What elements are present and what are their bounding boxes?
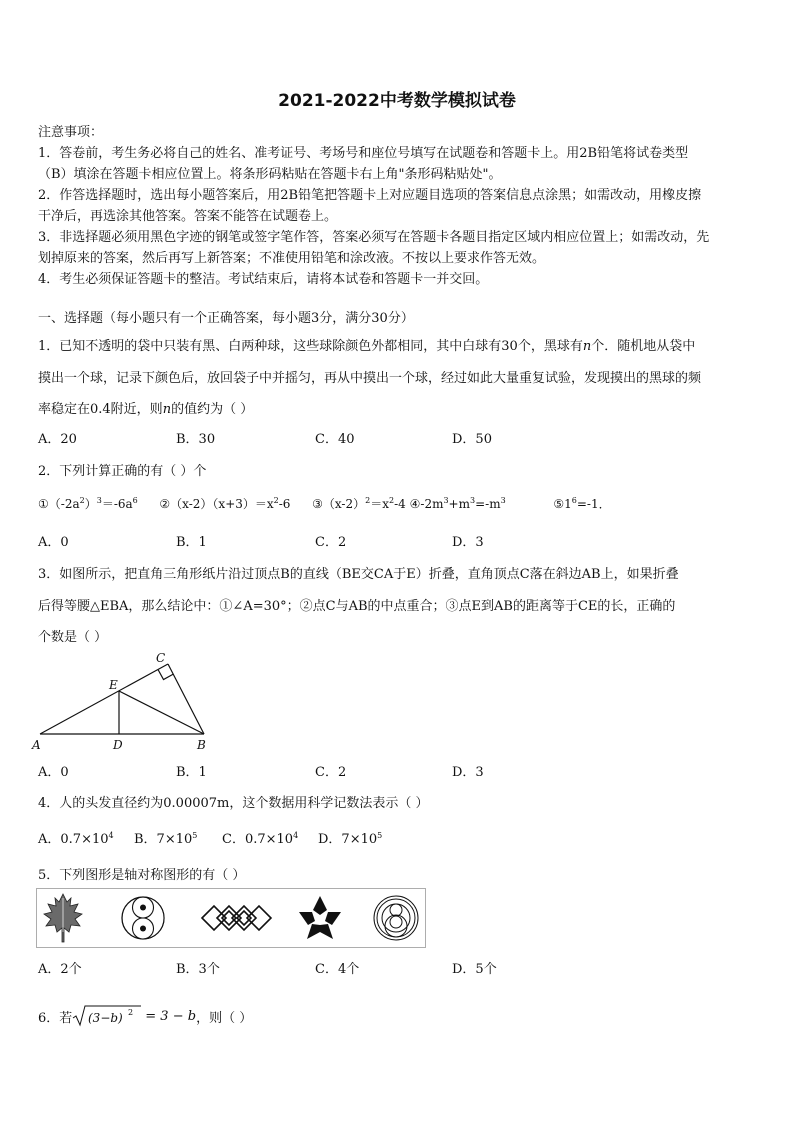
q2-option-a[interactable]: A．0 <box>38 535 69 550</box>
notes-line-1: 1．答卷前，考生务必将自己的姓名、准考证号、考场号和座位号填写在试题卷和答题卡上。用2B铅笔将试卷类型 <box>38 146 689 161</box>
q5-option-c[interactable]: C．4个 <box>315 962 360 977</box>
label-a: A <box>32 738 41 752</box>
q6-suffix: ，则（ ） <box>196 1010 253 1026</box>
q6-radicand-exp: 2 <box>128 1008 134 1017</box>
star-flower-icon <box>299 896 341 939</box>
q4-option-c[interactable]: C．$0.7\times 10^4$ <box>222 831 299 847</box>
q2-expressions <box>38 495 611 512</box>
q5-figures <box>36 888 426 948</box>
notes-line-4: 干净后，再选涂其他答案。答案不能答在试题卷上。 <box>38 209 338 224</box>
q1-var-n: n <box>582 339 592 354</box>
q6-line <box>38 1004 252 1028</box>
q3-option-b[interactable]: B．1 <box>176 765 207 780</box>
q5-option-a[interactable]: A．2个 <box>38 962 82 977</box>
q1-text-b: 个．随机地从袋中 <box>591 339 696 354</box>
q3-option-a[interactable]: A．0 <box>38 765 69 780</box>
q1-line-2: 摸出一个球，记录下颜色后，放回袋子中并摇匀，再从中摸出一个球，经过如此大量重复试验，发现摸出的黑球的频 <box>38 371 702 386</box>
q2-option-d[interactable]: D．3 <box>452 535 484 550</box>
q2-stem: 2．下列计算正确的有（ ）个 <box>38 464 207 479</box>
q4-option-d[interactable]: D．$7\times 10^5$ <box>318 831 383 847</box>
segment-ac <box>40 664 168 734</box>
notes-line-5: 3．非选择题必须用黑色字迹的钢笔或签字笔作答，答案必须写在答题卡各题目指定区域内相应位置上；如需改动，先 <box>38 230 710 245</box>
q2-expr-2: $②(x-2)(x+3)=x^2-6$ <box>159 496 291 511</box>
label-d: D <box>113 738 123 752</box>
q2-expr-1: $①(-2a^2)^3=-6a^6$ <box>38 496 138 511</box>
q1-text-d: 的值约为（ ） <box>171 402 254 417</box>
q1-option-c[interactable]: C．40 <box>315 432 355 447</box>
q5-stem: 5．下列图形是轴对称图形的有（ ） <box>38 868 246 883</box>
q1-option-a[interactable]: A．20 <box>38 432 77 447</box>
notes-line-7: 4．考生必须保证答题卡的整洁。考试结束后，请将本试卷和答题卡一并交回。 <box>38 272 489 287</box>
label-c: C <box>156 651 166 665</box>
notes-line-6: 划掉原来的答案，然后再写上新答案；不准使用铅笔和涂改液。不按以上要求作答无效。 <box>38 251 546 266</box>
q4-option-a[interactable]: A．$0.7\times 10^4$ <box>38 831 114 847</box>
q2-expr-5: $⑤1^6=-1$． <box>553 496 611 511</box>
q5-option-b[interactable]: B．3个 <box>176 962 220 977</box>
q2-option-c[interactable]: C．2 <box>315 535 347 550</box>
q5-option-d[interactable]: D．5个 <box>452 962 497 977</box>
concentric-circles-icon <box>374 896 418 940</box>
q2-expr-3: $③(x-2)^2=x^2-4$ <box>312 496 406 511</box>
q3-line-1: 3．如图所示，把直角三角形纸片沿过顶点B的直线（BE交CA于E）折叠，直角顶点C落在斜边AB上，如果折叠 <box>38 567 679 582</box>
q1-var-n-2: n <box>162 402 172 417</box>
label-e: E <box>109 678 118 692</box>
notes-heading: 注意事项： <box>38 125 104 140</box>
q1-text-c: 率稳定在0.4附近，则 <box>38 402 163 417</box>
knot-pattern-icon <box>202 906 271 930</box>
q1-text-a: 1．已知不透明的袋中只装有黑、白两种球，这些球除颜色外都相同，其中白球有30个，黑球有 <box>38 339 583 354</box>
q6-prefix: 6．若 <box>38 1010 73 1026</box>
q3-line-2: 后得等腰△EBA，那么结论中：①∠A=30°；②点C与AB的中点重合；③点E到AB的距离等于CE的长，正确的 <box>38 599 676 614</box>
q6-rhs: = 3 − b <box>145 1008 197 1024</box>
label-b: B <box>197 738 206 752</box>
segment-eb <box>119 691 204 734</box>
notes-line-2: （B）填涂在答题卡相应位置上。将条形码粘贴在答题卡右上角"条形码粘贴处"。 <box>38 167 502 182</box>
q1-option-d[interactable]: D．50 <box>452 432 492 447</box>
q3-option-d[interactable]: D．3 <box>452 765 484 780</box>
q2-option-b[interactable]: B．1 <box>176 535 207 550</box>
q2-expr-4: $④-2m^3+m^3=-m^3$ <box>409 496 506 511</box>
q1-line-1 <box>38 335 695 354</box>
triangle-figure <box>30 650 220 755</box>
q3-option-c[interactable]: C．2 <box>315 765 347 780</box>
q1-line-3 <box>38 398 253 417</box>
q3-line-3: 个数是（ ） <box>38 630 108 645</box>
square-root-icon <box>72 1004 142 1028</box>
q6-radicand: (3−b) <box>88 1011 124 1025</box>
maple-leaf-icon <box>44 894 82 942</box>
section-heading: 一、选择题（每小题只有一个正确答案，每小题3分，满分30分） <box>38 311 414 326</box>
yin-yang-icon <box>122 897 164 939</box>
q1-option-b[interactable]: B．30 <box>176 432 216 447</box>
exam-title: 2021-2022中考数学模拟试卷 <box>278 91 516 111</box>
notes-line-3: 2．作答选择题时，选出每小题答案后，用2B铅笔把答题卡上对应题目选项的答案信息点涂黑；如需改动，用橡皮擦 <box>38 188 702 203</box>
q4-stem: 4．人的头发直径约为0.00007m，这个数据用科学记数法表示（ ） <box>38 796 429 811</box>
q4-option-b[interactable]: B．$7\times 10^5$ <box>134 831 198 847</box>
